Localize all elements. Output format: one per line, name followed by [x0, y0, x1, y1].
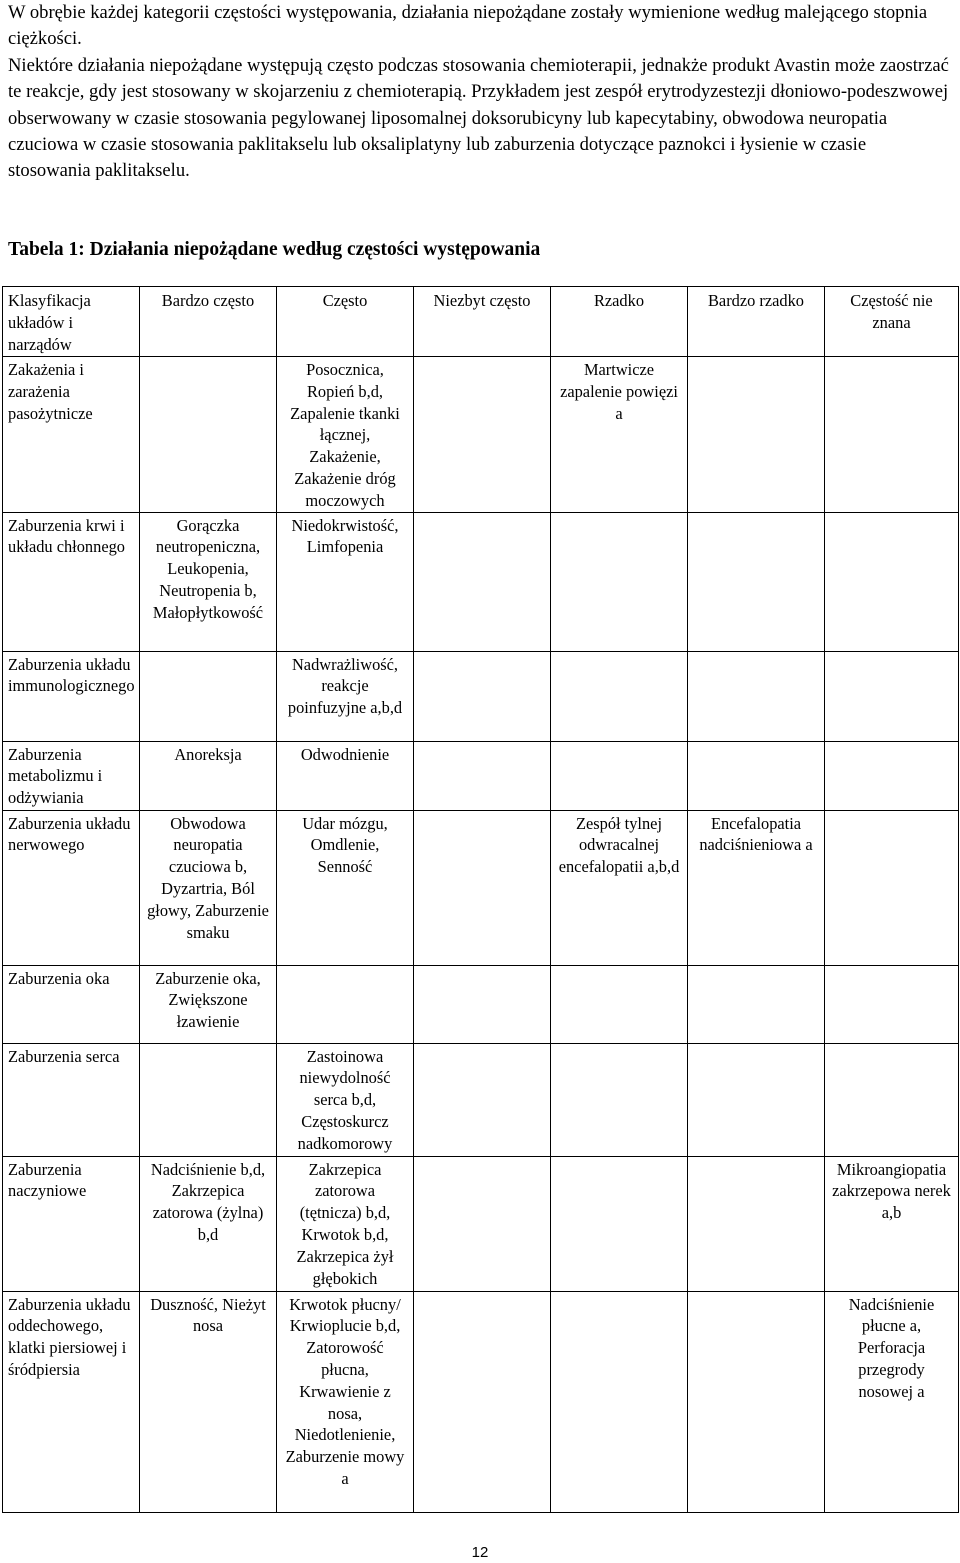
frequency-cell: [277, 1291, 414, 1512]
adverse-reactions-table: [2, 286, 959, 1513]
frequency-cell: [688, 651, 825, 741]
adverse-reaction-text: Nadciśnienie b,d, Zakrzepica zatorowa (żylna) b,d: [150, 1159, 266, 1244]
column-header: [551, 287, 688, 357]
soc-label: Zaburzenia metabolizmu i odżywiania: [8, 744, 103, 808]
frequency-cell: [414, 741, 551, 810]
table-row: [3, 1291, 959, 1512]
soc-label: Zaburzenia oka: [8, 968, 110, 988]
soc-label: Zaburzenia krwi i układu chłonnego: [8, 515, 125, 557]
soc-label: Zaburzenia serca: [8, 1046, 120, 1066]
frequency-cell: [414, 965, 551, 1043]
frequency-cell: [551, 810, 688, 965]
frequency-cell: [825, 357, 959, 513]
adverse-reaction-text: Anoreksja: [174, 744, 242, 764]
frequency-cell: [688, 810, 825, 965]
frequency-cell: [140, 651, 277, 741]
frequency-cell: [551, 1043, 688, 1156]
table-row: [3, 1156, 959, 1291]
adverse-reaction-text: Niedokrwistość, Limfopenia: [291, 515, 399, 557]
column-header-label: Rzadko: [593, 291, 645, 310]
frequency-cell: [688, 965, 825, 1043]
frequency-cell: [140, 512, 277, 651]
frequency-cell: [140, 1291, 277, 1512]
soc-cell: [3, 512, 140, 651]
soc-label: Zaburzenia układu immunologicznego: [8, 654, 135, 696]
frequency-cell: [825, 1291, 959, 1512]
soc-label: Zakażenia i zarażenia pasożytnicze: [8, 360, 93, 423]
table-row: [3, 512, 959, 651]
frequency-cell: [825, 810, 959, 965]
frequency-cell: [688, 1156, 825, 1291]
frequency-cell: [277, 810, 414, 965]
adverse-reaction-text: Zastoinowa niewydolność serca b,d, Częstoskurcz nadkomorowy: [297, 1046, 393, 1153]
adverse-reaction-text: Krwotok płucny/ Krwioplucie b,d, Zatorowość płucna, Krwawienie z nosa, Niedotlenienie, Zaburzenie mowy a: [285, 1294, 405, 1488]
frequency-cell: [825, 651, 959, 741]
frequency-cell: [140, 1156, 277, 1291]
frequency-cell: [688, 1043, 825, 1156]
page-number: 12: [471, 1544, 489, 1561]
column-header: [414, 287, 551, 357]
adverse-reaction-text: Odwodnienie: [300, 744, 390, 764]
frequency-cell: [277, 1156, 414, 1291]
soc-cell: [3, 357, 140, 513]
frequency-cell: [140, 810, 277, 965]
frequency-cell: [277, 1043, 414, 1156]
frequency-cell: [277, 512, 414, 651]
soc-cell: [3, 810, 140, 965]
frequency-cell: [825, 965, 959, 1043]
frequency-cell: [551, 651, 688, 741]
frequency-cell: [825, 1043, 959, 1156]
adverse-reaction-text: Zespół tylnej odwracalnej encefalopatii a,b,d: [558, 813, 680, 877]
adverse-reaction-text: Encefalopatia nadciśnieniowa a: [699, 813, 813, 855]
table-row: [3, 965, 959, 1043]
table-row: [3, 651, 959, 741]
column-header: [140, 287, 277, 357]
adverse-reaction-text: Posocznica, Ropień b,d, Zapalenie tkanki łącznej, Zakażenie, Zakażenie dróg moczowych: [290, 360, 400, 510]
table-row: [3, 810, 959, 965]
frequency-cell: [414, 1043, 551, 1156]
frequency-cell: [277, 965, 414, 1043]
intro-text: [8, 0, 952, 185]
column-header-label: Częstość nie znana: [850, 291, 933, 332]
frequency-cell: [277, 741, 414, 810]
intro-paragraph: Niektóre działania niepożądane występują często podczas stosowania chemioterapii, jednakże produkt Avastin może zaostrzać te reakcje, gdy jest stosowany w skojarzeniu z chemioterapią. Przykładem jest zespół erytrodyzestezji dłoniowo-podeszwowej obserwowany w czasie stosowania pegylowanej liposomalnej doksorubicyny lub kapecytabiny, obwodowa neuropatia czuciowa w czasie stosowania paklitakselu lub oksaliplatyny lub zaburzenia dotyczące paznokci i łysienie w czasie stosowania paklitakselu.: [8, 54, 949, 182]
frequency-cell: [825, 512, 959, 651]
frequency-cell: [551, 512, 688, 651]
frequency-cell: [414, 1156, 551, 1291]
frequency-cell: [551, 357, 688, 513]
frequency-cell: [551, 1291, 688, 1512]
column-header: [277, 287, 414, 357]
column-header-label: Często: [322, 291, 368, 310]
frequency-cell: [414, 810, 551, 965]
adverse-reaction-text: Gorączka neutropeniczna, Leukopenia, Neutropenia b, Małopłytkowość: [152, 515, 264, 622]
frequency-cell: [551, 1156, 688, 1291]
adverse-reaction-text: Udar mózgu, Omdlenie, Senność: [302, 813, 388, 877]
frequency-cell: [551, 965, 688, 1043]
frequency-cell: [414, 1291, 551, 1512]
frequency-cell: [414, 357, 551, 513]
adverse-reaction-text: Nadciśnienie płucne a, Perforacja przegrody nosowej a: [848, 1294, 935, 1401]
soc-label: Zaburzenia naczyniowe: [8, 1159, 87, 1201]
adverse-reaction-text: Duszność, Nieżyt nosa: [150, 1294, 266, 1336]
intro-paragraph: W obrębie każdej kategorii częstości występowania, działania niepożądane zostały wymienione według malejącego stopnia ciężkości.: [8, 2, 928, 50]
column-header-label: Bardzo często: [161, 291, 255, 310]
soc-cell: [3, 741, 140, 810]
frequency-cell: [140, 1043, 277, 1156]
frequency-cell: [688, 1291, 825, 1512]
frequency-cell: [551, 741, 688, 810]
adverse-reaction-text: Zakrzepica zatorowa (tętnicza) b,d, Krwotok b,d, Zakrzepica żył głębokich: [296, 1159, 394, 1288]
adverse-reaction-text: Mikroangiopatia zakrzepowa nerek a,b: [832, 1159, 951, 1223]
frequency-cell: [825, 741, 959, 810]
table-row: [3, 1043, 959, 1156]
soc-label: Zaburzenia układu nerwowego: [8, 813, 131, 855]
table-title: Tabela 1: Działania niepożądane według częstości występowania: [8, 239, 541, 260]
frequency-cell: [277, 357, 414, 513]
frequency-cell: [688, 357, 825, 513]
soc-cell: [3, 965, 140, 1043]
frequency-cell: [414, 651, 551, 741]
table-header-row: [3, 287, 959, 357]
adverse-reaction-text: Obwodowa neuropatia czuciowa b, Dyzartria, Ból głowy, Zaburzenie smaku: [147, 813, 269, 942]
soc-label: Zaburzenia układu oddechowego, klatki piersiowej i śródpiersia: [8, 1294, 131, 1379]
frequency-cell: [140, 965, 277, 1043]
adverse-reaction-text: Martwicze zapalenie powięzi a: [560, 360, 678, 423]
frequency-cell: [688, 741, 825, 810]
frequency-cell: [140, 741, 277, 810]
adverse-reaction-text: Zaburzenie oka, Zwiększone łzawienie: [155, 968, 261, 1032]
soc-cell: [3, 1156, 140, 1291]
frequency-cell: [414, 512, 551, 651]
table-row: [3, 741, 959, 810]
adverse-reaction-text: Nadwrażliwość, reakcje poinfuzyjne a,b,d: [287, 654, 403, 718]
frequency-cell: [825, 1156, 959, 1291]
column-header: [688, 287, 825, 357]
frequency-cell: [140, 357, 277, 513]
column-header-label: Klasyfikacja układów i narządów: [8, 291, 91, 354]
soc-cell: [3, 1043, 140, 1156]
soc-cell: [3, 651, 140, 741]
soc-cell: [3, 1291, 140, 1512]
table-row: [3, 357, 959, 513]
column-header: [825, 287, 959, 357]
column-header-label: Bardzo rzadko: [707, 291, 805, 310]
column-header: [3, 287, 140, 357]
frequency-cell: [688, 512, 825, 651]
frequency-cell: [277, 651, 414, 741]
column-header-label: Niezbyt często: [433, 291, 531, 310]
